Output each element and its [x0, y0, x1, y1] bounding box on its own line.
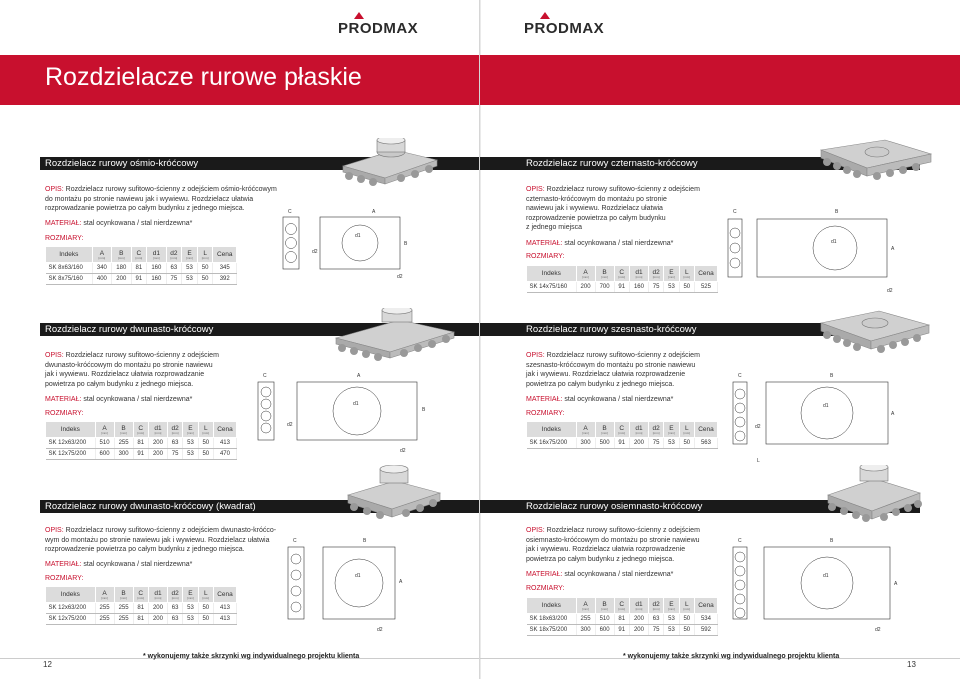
column-header: A [mm] — [576, 598, 595, 614]
brand-logo-text: PRODMAX — [338, 20, 419, 37]
description: OPIS: Rozdzielacz rurowy sufitowo-ścienny z odejściem dwunasto-króćco- wym do montażu po stronie nawiewu jak i wywiewu. Rozdzielacz ułatwia rozprowadzenie powietrza po całym budynku z jednego miejsca. — [45, 527, 277, 553]
svg-text:A: A — [372, 209, 376, 215]
column-header: C [mm] — [133, 587, 148, 603]
table-cell: SK 14x75/160 — [527, 282, 577, 293]
material: MATERIAŁ: stal ocynkowana / stal nierdzewna* — [526, 571, 674, 578]
column-header: L [mm] — [198, 587, 213, 603]
column-header: d1 [mm] — [148, 422, 167, 438]
column-header: Cena — [694, 598, 717, 614]
column-header: d2 [mm] — [167, 587, 182, 603]
product-photo — [330, 308, 460, 368]
svg-text:C: C — [288, 209, 292, 215]
table-cell: 81 — [133, 603, 148, 614]
column-header: Indeks — [527, 422, 577, 438]
svg-text:C: C — [733, 209, 737, 215]
svg-text:A: A — [399, 579, 403, 585]
section-title: Rozdzielacz rurowy czternasto-króćcowy — [526, 158, 698, 169]
column-header: Indeks — [527, 598, 577, 614]
table-cell: SK 18x63/200 — [527, 614, 577, 625]
table-cell: 563 — [694, 438, 717, 449]
table-cell: 510 — [95, 438, 114, 449]
section-title: Rozdzielacz rurowy szesnasto-króćcowy — [526, 324, 697, 335]
spec-table — [45, 421, 237, 460]
column-header: d1 [mm] — [147, 247, 166, 263]
table-cell: SK 12x75/200 — [46, 614, 96, 625]
table-cell: 413 — [213, 438, 236, 449]
column-header: Cena — [694, 422, 717, 438]
table-cell: SK 18x75/200 — [527, 625, 577, 636]
dimensions-label: ROZMIARY: — [45, 575, 84, 582]
table-cell: 200 — [148, 603, 167, 614]
table-cell: 53 — [182, 274, 198, 285]
table-cell: 600 — [95, 449, 114, 460]
table-cell: 50 — [198, 603, 213, 614]
column-header: E [mm] — [183, 422, 198, 438]
column-header: A [mm] — [576, 422, 595, 438]
table-row — [46, 603, 237, 614]
table-cell: SK 8x63/160 — [46, 263, 93, 274]
column-header: Cena — [694, 266, 717, 282]
svg-text:d1: d1 — [353, 401, 359, 407]
table-cell: 160 — [629, 282, 648, 293]
technical-drawing — [725, 205, 905, 300]
column-header: E [mm] — [182, 247, 198, 263]
table-cell: 75 — [166, 274, 182, 285]
table-cell: 600 — [595, 625, 614, 636]
table-row — [46, 263, 237, 274]
table-row — [46, 274, 237, 285]
brand-logo — [524, 20, 604, 37]
description: OPIS: Rozdzielacz rurowy sufitowo-ścienny z odejściem ośmio-króćcowym do montażu po stronie nawiewu jak i wywiewu. Rozdzielacz ułatwia rozprowadzanie powietrza po całym budynku z jednego miejsca. — [45, 186, 277, 212]
table-cell: 255 — [114, 614, 133, 625]
column-header: Indeks — [46, 247, 93, 263]
description: OPIS: Rozdzielacz rurowy sufitowo-ścienny z odejściem szesnasto-króćcowym do montażu po stronie nawiewu jak i wywiewu. Rozdzielacz ułatwia rozprowadzenie powietrza po całym budynku z jednego miejsca. — [526, 352, 700, 388]
spec-table — [526, 421, 718, 449]
table-cell: SK 8x75/160 — [46, 274, 93, 285]
material: MATERIAŁ: stal ocynkowana / stal nierdzewna* — [45, 220, 193, 227]
column-header: L [mm] — [679, 266, 694, 282]
column-header: d1 [mm] — [148, 587, 167, 603]
table-cell: 200 — [148, 449, 167, 460]
column-header: B [mm] — [114, 587, 133, 603]
table-cell: 53 — [664, 625, 679, 636]
table-cell: 81 — [131, 263, 147, 274]
dimensions-label: ROZMIARY: — [526, 410, 565, 417]
column-header: d2 [mm] — [167, 422, 182, 438]
svg-text:d2: d2 — [377, 627, 383, 633]
table-cell: SK 12x63/200 — [46, 603, 96, 614]
table-cell: 525 — [694, 282, 717, 293]
svg-text:d2: d2 — [312, 249, 318, 255]
technical-drawing — [730, 535, 910, 640]
svg-text:d2: d2 — [755, 424, 761, 430]
table-cell: 81 — [614, 614, 629, 625]
svg-text:A: A — [894, 581, 898, 587]
table-cell: 300 — [576, 438, 595, 449]
svg-text:A: A — [891, 246, 895, 252]
table-cell: 534 — [694, 614, 717, 625]
table-cell: 53 — [183, 603, 198, 614]
brand-logo-text: PRODMAX — [524, 20, 605, 37]
table-cell: 63 — [167, 614, 182, 625]
table-cell: 91 — [614, 625, 629, 636]
table-cell: 53 — [183, 438, 198, 449]
table-cell: 53 — [664, 614, 679, 625]
table-header-row — [46, 247, 237, 263]
column-header: L [mm] — [679, 598, 694, 614]
table-header-row — [527, 422, 718, 438]
column-header: A [mm] — [576, 266, 595, 282]
table-cell: 470 — [213, 449, 236, 460]
table-cell: 81 — [133, 614, 148, 625]
section-title: Rozdzielacz rurowy dwunasto-króćcowy — [45, 324, 214, 335]
material: MATERIAŁ: stal ocynkowana / stal nierdzewna* — [45, 396, 193, 403]
spec-table — [45, 586, 237, 625]
table-cell: 91 — [614, 438, 629, 449]
dimensions-label: ROZMIARY: — [45, 235, 84, 242]
table-cell: 200 — [148, 438, 167, 449]
table-cell: 160 — [147, 263, 166, 274]
table-row — [46, 449, 237, 460]
column-header: B [mm] — [595, 266, 614, 282]
table-row — [527, 438, 718, 449]
table-cell: 50 — [679, 614, 694, 625]
table-cell: 510 — [595, 614, 614, 625]
product-photo — [815, 305, 935, 368]
table-cell: 63 — [648, 614, 663, 625]
table-cell: 50 — [198, 449, 213, 460]
column-header: E [mm] — [664, 598, 679, 614]
table-cell: 413 — [213, 614, 236, 625]
footer-note: * wykonujemy także skrzynki wg indywidualnego projektu klienta — [143, 653, 360, 660]
table-cell: 300 — [114, 449, 133, 460]
material: MATERIAŁ: stal ocynkowana / stal nierdzewna* — [526, 240, 674, 247]
table-cell: 200 — [148, 614, 167, 625]
table-cell: 50 — [198, 438, 213, 449]
table-cell: 160 — [147, 274, 166, 285]
description: OPIS: Rozdzielacz rurowy sufitowo-ścienny z odejściem osiemnasto-króćcowym do montażu po stronie nawiewu jak i wywiewu. Rozdzielacz ułatwia rozprowadzenie powietrza po całym budynku z jednego miejsca. — [526, 527, 700, 563]
svg-text:C: C — [263, 373, 267, 379]
table-cell: 81 — [133, 438, 148, 449]
svg-text:d1: d1 — [831, 239, 837, 245]
technical-drawing — [285, 535, 425, 640]
column-header: Indeks — [527, 266, 577, 282]
svg-text:d1: d1 — [355, 233, 361, 239]
description: OPIS: Rozdzielacz rurowy sufitowo-ścienny z odejściem dwunasto-króćcowym do montażu po stronie nawiewu jak i wywiewu. Rozdzielacz ułatwia rozprowadzanie powietrza po całym budynku z jednego miejsca. — [45, 352, 219, 388]
column-header: d2 [mm] — [648, 422, 663, 438]
column-header: L [mm] — [197, 247, 213, 263]
section-title: Rozdzielacz rurowy osiemnasto-króćcowy — [526, 501, 703, 512]
table-cell: 200 — [112, 274, 131, 285]
table-cell: 255 — [114, 438, 133, 449]
dimensions-label: ROZMIARY: — [526, 585, 565, 592]
page-title: Rozdzielacze rurowe płaskie — [45, 63, 362, 91]
table-header-row — [46, 422, 237, 438]
column-header: A [mm] — [92, 247, 111, 263]
svg-text:B: B — [835, 209, 839, 215]
table-cell: 50 — [197, 263, 213, 274]
table-row — [46, 614, 237, 625]
column-header: L [mm] — [679, 422, 694, 438]
product-photo — [340, 465, 450, 528]
svg-text:d1: d1 — [355, 573, 361, 579]
svg-text:B: B — [404, 241, 408, 247]
technical-drawing — [255, 370, 445, 460]
table-cell: 75 — [167, 449, 182, 460]
svg-text:d2: d2 — [875, 627, 881, 633]
title-banner — [480, 55, 960, 105]
technical-drawing — [280, 205, 450, 285]
column-header: B [mm] — [114, 422, 133, 438]
table-cell: SK 16x75/200 — [527, 438, 577, 449]
column-header: B [mm] — [112, 247, 131, 263]
dimensions-label: ROZMIARY: — [526, 253, 565, 260]
table-cell: 255 — [576, 614, 595, 625]
table-cell: 200 — [629, 625, 648, 636]
column-header: d2 [mm] — [648, 598, 663, 614]
table-cell: 255 — [114, 603, 133, 614]
svg-text:C: C — [738, 373, 742, 379]
table-cell: 255 — [95, 614, 114, 625]
material: MATERIAŁ: stal ocynkowana / stal nierdzewna* — [526, 396, 674, 403]
svg-text:d2: d2 — [400, 448, 406, 454]
table-cell: 50 — [679, 438, 694, 449]
table-cell: 75 — [648, 625, 663, 636]
table-row — [527, 282, 718, 293]
table-cell: 200 — [629, 438, 648, 449]
column-header: Cena — [213, 587, 236, 603]
footer-note: * wykonujemy także skrzynki wg indywidualnego projektu klienta — [623, 653, 840, 660]
right-page — [480, 0, 960, 679]
column-header: E [mm] — [664, 422, 679, 438]
table-row — [527, 625, 718, 636]
table-cell: 63 — [167, 603, 182, 614]
column-header: L [mm] — [198, 422, 213, 438]
table-cell: 392 — [213, 274, 237, 285]
column-header: Indeks — [46, 422, 96, 438]
column-header: d1 [mm] — [629, 266, 648, 282]
table-cell: 75 — [648, 438, 663, 449]
description: OPIS: Rozdzielacz rurowy sufitowo-ścienny z odejściem czternasto-króćcowym do montażu po stronie nawiewu jak i wywiewu. Rozdzielacz ułatwia rozprowadzenie powietrza po całym budynku z jednego miejsca — [526, 186, 700, 231]
page-number: 12 — [43, 660, 52, 669]
product-photo — [335, 138, 445, 193]
column-header: d1 [mm] — [629, 598, 648, 614]
column-header: B [mm] — [595, 598, 614, 614]
technical-drawing — [730, 370, 905, 470]
section-title: Rozdzielacz rurowy dwunasto-króćcowy (kwadrat) — [45, 501, 256, 512]
svg-text:B: B — [363, 538, 367, 544]
spec-table — [526, 265, 718, 293]
table-cell: 400 — [92, 274, 111, 285]
table-cell: SK 12x63/200 — [46, 438, 96, 449]
svg-text:L: L — [757, 458, 760, 464]
svg-text:C: C — [293, 538, 297, 544]
table-cell: 91 — [133, 449, 148, 460]
column-header: E [mm] — [664, 266, 679, 282]
table-cell: 700 — [595, 282, 614, 293]
material: MATERIAŁ: stal ocynkowana / stal nierdzewna* — [45, 561, 193, 568]
table-cell: 500 — [595, 438, 614, 449]
svg-text:d1: d1 — [823, 573, 829, 579]
table-cell: 53 — [183, 614, 198, 625]
svg-text:A: A — [891, 411, 895, 417]
table-cell: 592 — [694, 625, 717, 636]
svg-text:B: B — [830, 373, 834, 379]
table-cell: 53 — [664, 282, 679, 293]
column-header: A [mm] — [95, 422, 114, 438]
column-header: E [mm] — [183, 587, 198, 603]
table-row — [46, 438, 237, 449]
table-cell: 340 — [92, 263, 111, 274]
table-cell: 53 — [664, 438, 679, 449]
svg-text:C: C — [738, 538, 742, 544]
section-title: Rozdzielacz rurowy ośmio-króćcowy — [45, 158, 199, 169]
brand-logo — [338, 20, 418, 37]
table-cell: 200 — [629, 614, 648, 625]
column-header: Indeks — [46, 587, 96, 603]
table-cell: 200 — [576, 282, 595, 293]
column-header: B [mm] — [595, 422, 614, 438]
svg-text:d2: d2 — [887, 288, 893, 294]
spec-table — [45, 246, 237, 285]
page-number: 13 — [907, 660, 916, 669]
table-header-row — [46, 587, 237, 603]
column-header: C [mm] — [133, 422, 148, 438]
svg-text:A: A — [357, 373, 361, 379]
table-cell: SK 12x75/200 — [46, 449, 96, 460]
table-cell: 63 — [166, 263, 182, 274]
table-cell: 53 — [183, 449, 198, 460]
table-cell: 50 — [198, 614, 213, 625]
table-cell: 50 — [197, 274, 213, 285]
spec-table — [526, 597, 718, 636]
column-header: d1 [mm] — [629, 422, 648, 438]
table-header-row — [527, 266, 718, 282]
table-cell: 300 — [576, 625, 595, 636]
svg-text:B: B — [422, 407, 426, 413]
svg-text:d2: d2 — [397, 274, 403, 280]
table-cell: 91 — [131, 274, 147, 285]
table-cell: 63 — [167, 438, 182, 449]
dimensions-label: ROZMIARY: — [45, 410, 84, 417]
svg-text:d1: d1 — [823, 403, 829, 409]
table-cell: 53 — [182, 263, 198, 274]
table-row — [527, 614, 718, 625]
column-header: Cena — [213, 247, 237, 263]
table-cell: 413 — [213, 603, 236, 614]
table-cell: 50 — [679, 625, 694, 636]
svg-text:B: B — [830, 538, 834, 544]
column-header: Cena — [213, 422, 236, 438]
table-cell: 255 — [95, 603, 114, 614]
column-header: C [mm] — [614, 266, 629, 282]
table-cell: 91 — [614, 282, 629, 293]
product-photo — [815, 136, 935, 193]
table-cell: 50 — [679, 282, 694, 293]
column-header: C [mm] — [614, 598, 629, 614]
table-cell: 180 — [112, 263, 131, 274]
column-header: C [mm] — [614, 422, 629, 438]
column-header: C [mm] — [131, 247, 147, 263]
column-header: A [mm] — [95, 587, 114, 603]
column-header: d2 [mm] — [648, 266, 663, 282]
column-header: d2 [mm] — [166, 247, 182, 263]
svg-text:d2: d2 — [287, 422, 293, 428]
table-header-row — [527, 598, 718, 614]
product-photo — [820, 465, 930, 532]
table-cell: 75 — [648, 282, 663, 293]
table-cell: 345 — [213, 263, 237, 274]
